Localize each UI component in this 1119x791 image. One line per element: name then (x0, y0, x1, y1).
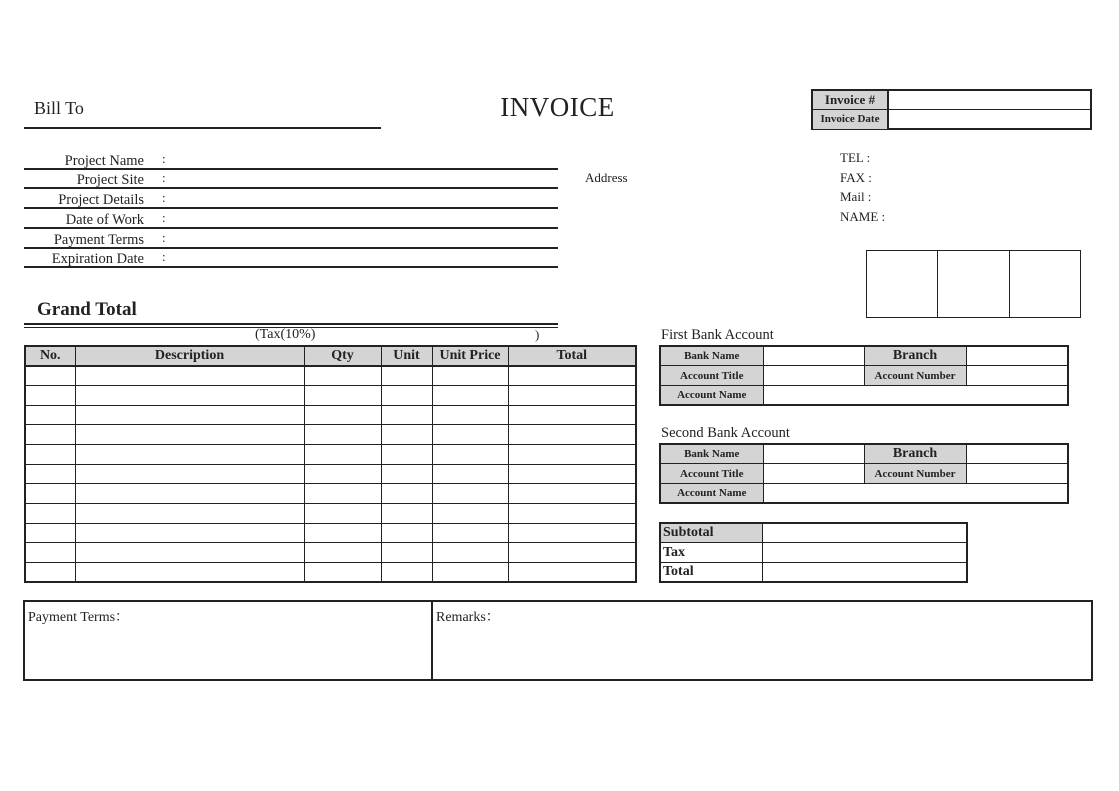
item-cell[interactable] (508, 405, 636, 425)
invoice-number-box (811, 89, 1092, 130)
account-name-label: Account Name (660, 483, 763, 503)
branch-label: Branch (864, 346, 966, 366)
item-cell[interactable] (75, 563, 304, 583)
item-cell[interactable] (432, 405, 508, 425)
branch-field[interactable] (966, 444, 1068, 464)
colon: : (162, 151, 166, 166)
item-cell[interactable] (304, 425, 381, 445)
bank-name-field[interactable] (763, 346, 864, 366)
item-cell[interactable] (25, 464, 75, 484)
item-cell[interactable] (25, 425, 75, 445)
table-row (25, 523, 636, 543)
second-bank-heading: Second Bank Account (661, 425, 790, 441)
item-cell[interactable] (25, 484, 75, 504)
footer-payment-terms-label: Payment Terms： (28, 610, 130, 625)
item-cell[interactable] (508, 464, 636, 484)
invoice-date-row (813, 110, 1090, 129)
item-cell[interactable] (432, 366, 508, 386)
item-cell[interactable] (304, 484, 381, 504)
item-cell[interactable] (75, 385, 304, 405)
project-details-label: Project Details (58, 192, 144, 208)
item-cell[interactable] (75, 405, 304, 425)
invoice-title: INVOICE (500, 92, 615, 122)
stamp-boxes (866, 250, 1081, 318)
item-cell[interactable] (381, 464, 432, 484)
table-row (25, 385, 636, 405)
totals-table (659, 522, 968, 583)
item-cell[interactable] (432, 425, 508, 445)
second-bank-table (659, 443, 1069, 504)
name-label: NAME : (840, 209, 886, 224)
colon: : (162, 249, 166, 264)
tax-label: Tax (660, 543, 762, 563)
first-bank-heading: First Bank Account (661, 327, 774, 343)
invoice-number-label: Invoice # (813, 91, 889, 109)
footer-remarks-label: Remarks： (436, 610, 500, 625)
project-site-label: Project Site (76, 172, 144, 188)
bank-name-field[interactable] (763, 444, 864, 464)
item-cell[interactable] (75, 523, 304, 543)
total-label: Total (660, 562, 762, 582)
account-name-field[interactable] (763, 483, 1068, 503)
item-cell[interactable] (75, 464, 304, 484)
account-title-field[interactable] (763, 366, 864, 386)
invoice-number-row (813, 91, 1090, 110)
colon: : (162, 230, 166, 245)
table-row (25, 425, 636, 445)
item-cell[interactable] (381, 385, 432, 405)
item-cell[interactable] (432, 504, 508, 524)
bank-name-label: Bank Name (660, 346, 763, 366)
table-row (25, 405, 636, 425)
account-title-label: Account Title (660, 464, 763, 484)
account-number-label: Account Number (864, 464, 966, 484)
item-cell[interactable] (25, 504, 75, 524)
item-cell[interactable] (304, 504, 381, 524)
item-cell[interactable] (381, 523, 432, 543)
items-table (24, 345, 637, 583)
bank-name-label: Bank Name (660, 444, 763, 464)
table-row (25, 366, 636, 386)
date-of-work-row[interactable] (24, 209, 558, 229)
item-cell[interactable] (432, 385, 508, 405)
payment-terms-row[interactable] (24, 229, 558, 249)
mail-label: Mail : (840, 189, 872, 204)
date-of-work-label: Date of Work (65, 212, 144, 228)
item-cell[interactable] (508, 543, 636, 563)
account-name-label: Account Name (660, 385, 763, 405)
item-cell[interactable] (25, 563, 75, 583)
header-qty: Qty (304, 346, 381, 366)
item-cell[interactable] (432, 484, 508, 504)
bill-to-label: Bill To (34, 98, 84, 118)
item-cell[interactable] (25, 385, 75, 405)
item-cell[interactable] (25, 366, 75, 386)
item-cell[interactable] (304, 385, 381, 405)
item-cell[interactable] (508, 484, 636, 504)
item-cell[interactable] (304, 464, 381, 484)
address-label: Address (585, 170, 628, 185)
stamp-box[interactable] (1010, 251, 1080, 317)
item-cell[interactable] (75, 543, 304, 563)
header-no: No. (25, 346, 75, 366)
table-row (25, 563, 636, 583)
item-cell[interactable] (508, 385, 636, 405)
account-name-field[interactable] (763, 385, 1068, 405)
project-name-row[interactable] (24, 150, 558, 170)
footer-box (23, 600, 1093, 681)
colon: : (162, 170, 166, 185)
item-cell[interactable] (508, 366, 636, 386)
item-cell[interactable] (304, 444, 381, 464)
table-row (25, 543, 636, 563)
table-row (25, 444, 636, 464)
branch-field[interactable] (966, 346, 1068, 366)
subtotal-label: Subtotal (660, 523, 762, 543)
branch-label: Branch (864, 444, 966, 464)
subtotal-field[interactable] (762, 523, 967, 543)
account-title-label: Account Title (660, 366, 763, 386)
fax-label: FAX : (840, 170, 872, 185)
item-cell[interactable] (25, 523, 75, 543)
item-cell[interactable] (432, 444, 508, 464)
item-cell[interactable] (304, 366, 381, 386)
item-cell[interactable] (304, 523, 381, 543)
item-cell[interactable] (508, 523, 636, 543)
payment-terms-label: Payment Terms (53, 232, 144, 248)
item-cell[interactable] (508, 504, 636, 524)
item-cell[interactable] (75, 366, 304, 386)
project-site-row[interactable] (24, 169, 558, 189)
tax-note-close: ) (535, 327, 540, 342)
item-cell[interactable] (304, 563, 381, 583)
item-cell[interactable] (75, 484, 304, 504)
item-cell[interactable] (25, 444, 75, 464)
total-field[interactable] (762, 562, 967, 582)
item-cell[interactable] (25, 543, 75, 563)
item-cell[interactable] (304, 405, 381, 425)
item-cell[interactable] (432, 563, 508, 583)
item-cell[interactable] (381, 563, 432, 583)
item-cell[interactable] (381, 366, 432, 386)
table-row (25, 484, 636, 504)
item-cell[interactable] (432, 464, 508, 484)
table-row (25, 464, 636, 484)
header-description: Description (75, 346, 304, 366)
item-cell[interactable] (508, 425, 636, 445)
colon: : (162, 210, 166, 225)
item-cell[interactable] (75, 425, 304, 445)
item-cell[interactable] (304, 543, 381, 563)
account-number-field[interactable] (966, 366, 1068, 386)
stamp-box[interactable] (938, 251, 1009, 317)
item-cell[interactable] (381, 484, 432, 504)
grand-total-line[interactable] (24, 323, 558, 325)
item-cell[interactable] (508, 444, 636, 464)
account-title-field[interactable] (763, 464, 864, 484)
tax-note: (Tax(10%) (255, 327, 316, 342)
colon: : (162, 190, 166, 205)
account-number-field[interactable] (966, 464, 1068, 484)
footer-divider (431, 602, 433, 679)
bill-to-line[interactable] (24, 127, 381, 129)
item-cell[interactable] (381, 425, 432, 445)
item-cell[interactable] (381, 405, 432, 425)
invoice-date-label: Invoice Date (813, 110, 889, 129)
item-cell[interactable] (75, 504, 304, 524)
expiration-date-row[interactable] (24, 248, 558, 268)
item-cell[interactable] (432, 523, 508, 543)
header-unit: Unit (381, 346, 432, 366)
first-bank-table (659, 345, 1069, 406)
table-row (25, 504, 636, 524)
header-unit-price: Unit Price (432, 346, 508, 366)
project-name-label: Project Name (64, 153, 144, 169)
item-cell[interactable] (508, 563, 636, 583)
item-cell[interactable] (381, 444, 432, 464)
header-total: Total (508, 346, 636, 366)
item-cell[interactable] (25, 405, 75, 425)
stamp-box[interactable] (867, 251, 938, 317)
item-cell[interactable] (381, 504, 432, 524)
item-cell[interactable] (75, 444, 304, 464)
items-header-row (25, 346, 636, 366)
project-details-row[interactable] (24, 189, 558, 209)
tel-label: TEL : (840, 150, 871, 165)
grand-total-label: Grand Total (37, 299, 137, 320)
expiration-date-label: Expiration Date (51, 251, 144, 267)
item-cell[interactable] (381, 543, 432, 563)
account-number-label: Account Number (864, 366, 966, 386)
tax-field[interactable] (762, 543, 967, 563)
item-cell[interactable] (432, 543, 508, 563)
